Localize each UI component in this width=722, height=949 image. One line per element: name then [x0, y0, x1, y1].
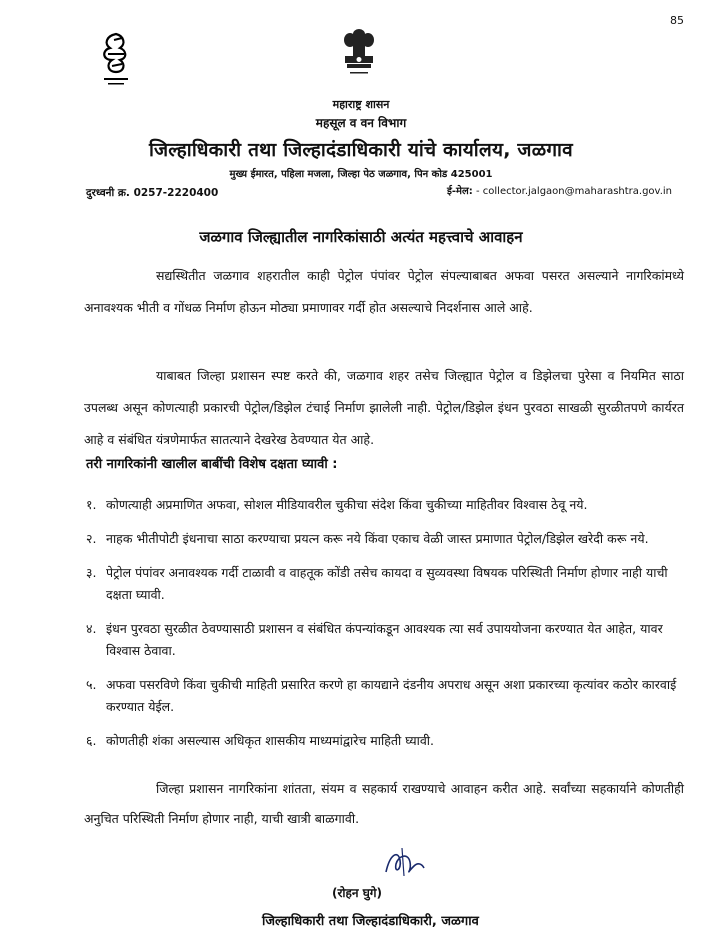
list-item-number: २. [86, 531, 97, 546]
signatory-designation: जिल्हाधिकारी तथा जिल्हादंडाधिकारी, जळगाव [262, 914, 479, 929]
maharashtra-logo-icon [96, 30, 136, 90]
list-item-number: ६. [86, 733, 97, 748]
list-item [86, 730, 686, 752]
paragraph-1: सद्यस्थितीत जळगाव शहरातील काही पेट्रोल पंपांवर पेट्रोल संपल्याबाबत अफवा पसरत असल्याने नागरिकांमध्ये अनावश्यक भीती व गोंधळ निर्माण होऊन मोठ्या प्रमाणावर गर्दी होत असल्याचे निदर्शनास आले आहे. [84, 268, 684, 315]
paragraph-2: याबाबत जिल्हा प्रशासन स्पष्ट करते की, जळगाव शहर तसेच जिल्ह्यात पेट्रोल व डिझेलचा पुरेसा व नियमित साठा उपलब्ध असून कोणत्याही प्रकारची पेट्रोल/डिझेल टंचाई निर्माण झालेली नाही. पेट्रोल/डिझेल इंधन पुरवठा साखळी सुरळीतपणे कार्यरत आहे व संबंधित यंत्रणेमार्फत सातत्याने देखरेख ठेवण्यात येत आहे. [84, 368, 684, 447]
list-item [86, 618, 686, 662]
email-label: ई-मेल: [446, 186, 473, 197]
email-address: - collector.jalgaon@maharashtra.gov.in [475, 186, 672, 197]
list-item-text: इंधन पुरवठा सुरळीत ठेवण्यासाठी प्रशासन व संबंधित कंपन्यांकडून आवश्यक त्या सर्व उपाययोजना करण्यात येत आहेत, यावर विश्वास ठेवावा. [106, 621, 663, 658]
list-item [86, 528, 686, 550]
list-item [86, 674, 686, 718]
phone-number: दुरध्वनी क्र. 0257-2220400 [86, 187, 219, 199]
national-emblem-icon [337, 26, 381, 92]
government-name: महाराष्ट्र शासन [332, 98, 390, 111]
email-line [447, 183, 672, 197]
list-item-text: नाहक भीतीपोटी इंधनाचा साठा करण्याचा प्रयत्न करू नये किंवा एकाच वेळी जास्त प्रमाणात पेट्रोल/डिझेल खरेदी करू नये. [106, 531, 649, 546]
list-item-text: पेट्रोल पंपांवर अनावश्यक गर्दी टाळावी व वाहतूक कोंडी तसेच कायदा व सुव्यवस्था विषयक परिस्थिती निर्माण होणार नाही याची दक्षता घ्यावी. [106, 565, 668, 602]
department-name: महसूल व वन विभाग [315, 116, 407, 130]
list-item-text: अफवा पसरविणे किंवा चुकीची माहिती प्रसारित करणे हा कायद्याने दंडनीय अपराध असून अशा प्रकारच्या कृत्यांवर कठोर कारवाई करण्यात येईल. [106, 677, 677, 714]
list-item-number: ४. [86, 621, 97, 636]
list-item-text: कोणत्याही अप्रमाणित अफवा, सोशल मीडियावरील चुकीचा संदेश किंवा चुकीच्या माहितीवर विश्वास ठेवू नये. [106, 497, 588, 512]
office-title: जिल्हाधिकारी तथा जिल्हादंडाधिकारी यांचे कार्यालय, जळगाव [149, 139, 573, 161]
instruction-list [86, 494, 686, 764]
notice-heading: जळगाव जिल्ह्यातील नागरिकांसाठी अत्यंत महत्त्वाचे आवाहन [199, 228, 523, 246]
list-item-number: १. [86, 497, 97, 512]
signatory-name: (रोहन घुगे) [332, 886, 383, 900]
signature-mark-icon [380, 846, 428, 880]
instructions-subheading: तरी नागरिकांनी खालील बाबींची विशेष दक्षता घ्यावी : [86, 457, 338, 472]
list-item [86, 494, 686, 516]
list-item [86, 562, 686, 606]
closing-paragraph: जिल्हा प्रशासन नागरिकांना शांतता, संयम व सहकार्य राखण्याचे आवाहन करीत आहे. सर्वांच्या सहकार्याने कोणतीही अनुचित परिस्थिती निर्माण होणार नाही, याची खात्री बाळगावी. [84, 781, 684, 826]
page-number: 85 [670, 14, 684, 27]
list-item-number: ५. [86, 677, 97, 692]
list-item-text: कोणतीही शंका असल्यास अधिकृत शासकीय माध्यमांद्वारेच माहिती घ्यावी. [106, 733, 434, 748]
office-address: मुख्य ईमारत, पहिला मजला, जिल्हा पेठ जळगाव, पिन कोड 425001 [229, 169, 493, 180]
list-item-number: ३. [86, 565, 97, 580]
